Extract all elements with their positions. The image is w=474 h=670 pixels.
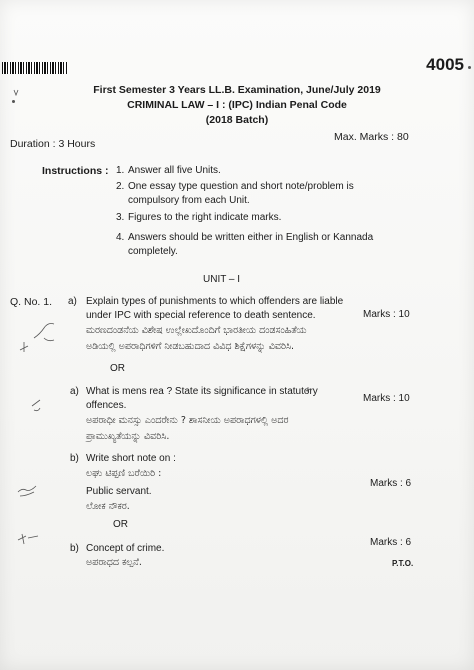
scribble-mark xyxy=(14,90,18,95)
q1a-marks: Marks : 10 xyxy=(363,309,410,320)
instructions-label: Instructions : xyxy=(42,165,109,177)
q1a-alt-marks: Marks : 10 xyxy=(363,393,410,404)
scribble-mark xyxy=(18,486,36,496)
q1a-kannada-line1: ಮರಣದಂಡನೆಯ ವಿಶೇಷ ಉಲ್ಲೇಖದೊಂದಿಗೆ ಭಾರತೀಯ ದಂಡಸಂಹಿತೆಯ xyxy=(86,325,307,336)
q1a-part: a) xyxy=(68,296,77,307)
instruction-1-num: 1. xyxy=(116,165,125,176)
q1b-alt-kannada: ಅಪರಾಧದ ಕಲ್ಪನೆ. xyxy=(86,557,142,568)
instruction-4-num: 4. xyxy=(116,232,125,243)
instruction-3: Figures to the right indicate marks. xyxy=(128,212,282,223)
unit-heading: UNIT – I xyxy=(203,274,241,285)
q1b-part: b) xyxy=(70,453,79,464)
batch-label: (2018 Batch) xyxy=(205,114,269,126)
q1a-text-line1: Explain types of punishments to which offenders are liable xyxy=(86,296,344,307)
scribble-mark xyxy=(34,324,54,341)
q1b-text: Write short note on : xyxy=(86,453,176,464)
q1a-alt-kannada-line2: ಪ್ರಾಮುಖ್ಯತೆಯನ್ನು ವಿವರಿಸಿ. xyxy=(86,431,170,442)
max-marks: Max. Marks : 80 xyxy=(334,131,409,143)
q1a-alt-kannada-line1: ಅಪರಾಧೀ ಮನಸ್ಸು ಎಂದರೇನು ? ಶಾಸನೀಯ ಅಪರಾಧಗಳಲ್ಲಿ ಅದರ xyxy=(86,415,289,426)
q1b-alt-marks: Marks : 6 xyxy=(370,537,412,548)
duration: Duration : 3 Hours xyxy=(10,138,96,150)
instruction-2-num: 2. xyxy=(116,181,125,192)
q1a-alt-part: a) xyxy=(70,386,79,397)
or-divider-1: OR xyxy=(110,363,125,374)
exam-title: First Semester 3 Years LL.B. Examination, June/July 2019 xyxy=(93,84,381,96)
q1b-alt-text: Concept of crime. xyxy=(86,543,165,554)
q1b-alt-part: b) xyxy=(70,543,79,554)
instruction-4: Answers should be written either in English or Kannada xyxy=(128,232,374,243)
subject-title: CRIMINAL LAW – I : (IPC) Indian Penal Code xyxy=(127,99,347,111)
paper-code: 4005 xyxy=(426,55,464,74)
pto-label: P.T.O. xyxy=(392,559,414,568)
scribble-mark xyxy=(306,387,310,392)
q1a-alt-text-line2: offences. xyxy=(86,400,127,411)
instruction-1: Answer all five Units. xyxy=(128,165,221,176)
instruction-3-num: 3. xyxy=(116,212,125,223)
instruction-2: One essay type question and short note/problem is xyxy=(128,181,354,192)
q1a-text-line2: under IPC with special reference to death sentence. xyxy=(86,310,316,321)
q1a-alt-text-line1: What is mens rea ? State its significance in statutory xyxy=(86,386,318,397)
instruction-4-cont: completely. xyxy=(128,246,178,257)
q1b-item: Public servant. xyxy=(86,486,152,497)
or-divider-2: OR xyxy=(113,519,128,530)
q1a-kannada-line2: ಅಡಿಯಲ್ಲಿ ಅಪರಾಧಿಗಳಿಗೆ ನೀಡಬಹುದಾದ ವಿವಿಧ ಶಿಕ್ಷೆಗಳನ್ನು ವಿವರಿಸಿ. xyxy=(86,341,295,352)
margin-dot xyxy=(468,66,471,69)
scribble-mark xyxy=(32,400,40,411)
instruction-2-cont: compulsory from each Unit. xyxy=(128,195,250,206)
question-number: Q. No. 1. xyxy=(10,296,53,308)
scribble-mark xyxy=(18,534,38,544)
scribble-mark xyxy=(20,342,28,352)
q1b-kannada-line2: ಲೋಕ ನೌಕರ. xyxy=(86,501,130,512)
q1b-marks: Marks : 6 xyxy=(370,478,412,489)
q1b-kannada-line1: ಲಘು ಟಿಪ್ಪಣಿ ಬರೆಯಿರಿ : xyxy=(86,468,162,479)
margin-dot xyxy=(12,100,15,103)
